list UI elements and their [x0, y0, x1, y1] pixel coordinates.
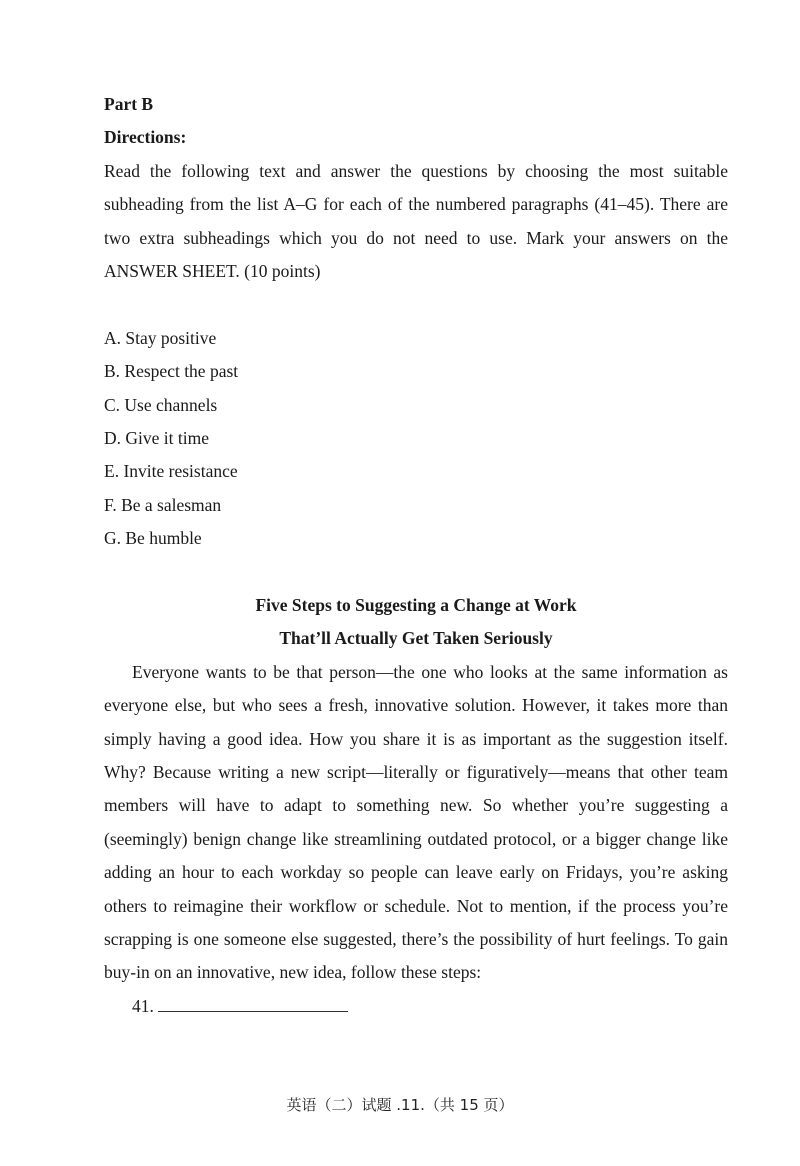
article-title [104, 589, 728, 656]
page-content [104, 88, 728, 1023]
subheading-options-list [104, 322, 728, 556]
article-title-line-1: Five Steps to Suggesting a Change at Work [255, 594, 577, 615]
option-d: D. Give it time [104, 427, 209, 448]
article-title-line-2: That’ll Actually Get Taken Seriously [279, 628, 553, 649]
option-g: G. Be humble [104, 528, 202, 549]
directions-text: Read the following text and answer the questions by choosing the most suitable subheading from the list A–G for each of the numbered paragraphs (41–45). There are two extra subheadings which you do not need to use. Mark your answers on the ANSWER SHEET. (10 points) [104, 160, 728, 281]
answer-blank [158, 993, 348, 1012]
option-c: C. Use channels [104, 394, 218, 415]
question-number: 41. [132, 995, 154, 1016]
page-footer: 英语（二）试题 .11.（共 15 页） [286, 1096, 514, 1114]
part-title: Part B [104, 94, 154, 114]
option-b: B. Respect the past [104, 361, 239, 382]
option-e: E. Invite resistance [104, 461, 238, 482]
directions-label: Directions: [104, 127, 187, 148]
article-intro-paragraph: Everyone wants to be that person—the one who looks at the same information as everyone else, but who sees a fresh, innovative solution. However, it takes more than simply having a good idea. How you share it is as important as the suggestion itself. Why? Because writing a new script—literally or figuratively—means that other team members will have to adapt to something new. So whether you’re suggesting a (seemingly) benign change like streamlining outdated protocol, or a bigger change like adding an hour to each workday so people can leave early on Fridays, you’re asking others to reimagine their workflow or schedule. Not to mention, if the process you’re scrapping is one someone else suggested, there’s the possibility of hurt feelings. To gain buy-in on an innovative, new idea, follow these steps: [104, 661, 728, 983]
question-41 [104, 990, 728, 1023]
option-f: F. Be a salesman [104, 494, 222, 515]
option-a: A. Stay positive [104, 327, 217, 348]
